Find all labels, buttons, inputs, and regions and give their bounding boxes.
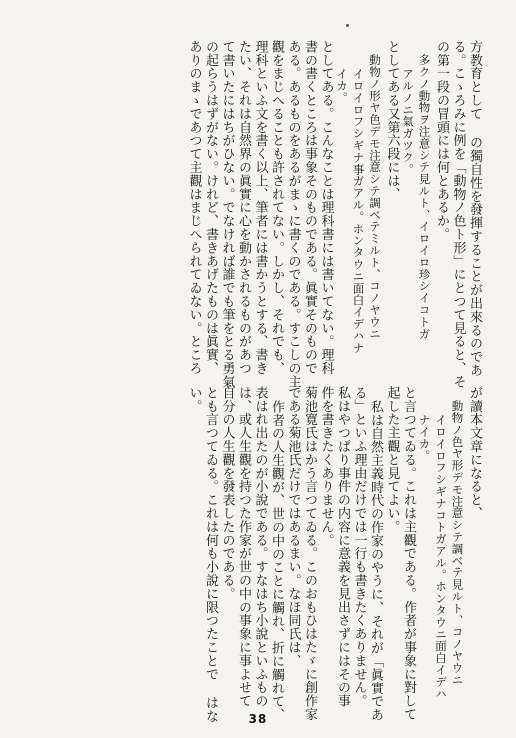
lower-text-line: ナイカ。 [417, 414, 432, 462]
upper-text-line: 動物ノ形ヤ色デモ注意シテ調ベテミルト、コノヤウニ [368, 54, 382, 340]
upper-text-line: アルノニ氣ガツク。 [401, 68, 415, 176]
lower-text-line: と言つてゐる。これは主觀である。作者が事象に對して [401, 386, 416, 721]
upper-text-line: 理科といふ文を書く以上、筆者には書かうとする、書き [252, 40, 268, 375]
upper-text-line: ありのまゝであつて主觀はまじへられてゐない。ところ [186, 40, 202, 375]
upper-text-line: イロイロフシギナ事ガアル。ホンタウニ面白イデハナ [351, 68, 366, 354]
upper-text-line: としてある。こんなことは理科書には書いてない。理科 [318, 40, 334, 375]
upper-text-line: 書の書くところは事象そのものである。眞實そのもので [302, 40, 317, 375]
lower-text-line: い。 [186, 386, 202, 413]
upper-text-line: としてある又第六段には、 [384, 40, 400, 201]
lower-text-line: る」といふ理由だけでは一行も書きたくありません。 [351, 386, 367, 708]
upper-text-line: て書いたにはちがひない。でなければ誰でも筆をとる勇氣 [219, 40, 235, 389]
upper-text-line: の第一段の冒頭には何とあるか。 [434, 40, 449, 241]
upper-text-line: る。こゝろみに例を「動物ノ色ト形」にとつて見ると、そ [450, 40, 466, 389]
ink-speck [346, 24, 349, 27]
lower-text-line: である菊池氏だけではあるまい。なほ同氏は、 [285, 386, 301, 668]
lower-text-line: 件を書きたくありません。 [318, 386, 334, 547]
lower-text-line: 自分の人生觀を發表したのである。 [219, 386, 235, 601]
upper-text-line: ある。あるものをあるがまゝに書くのである。すこしの主 [285, 40, 301, 389]
lower-text-line: とも言つてゐる。これは何も小說に限つたことで はな [203, 386, 218, 723]
lower-text-line: 菊池寛氏はかう言つてゐる。このおもひはたゞに創作家 [302, 386, 317, 721]
upper-text-block [17, 40, 482, 389]
lower-text-line: イロイロフシギナコトガアル。ホンタウニ面白イデハ [434, 414, 448, 700]
lower-text-line: 私は自然主義時代の作家のやうに、それが「眞實であ [368, 400, 383, 722]
upper-text-line: 觀をまじへることも許されてない。しかし、それでも、 [269, 40, 284, 375]
page-number: 38 [248, 712, 268, 726]
lower-text-line: 起した主觀と見てよい。 [384, 386, 400, 534]
upper-text-line: イカ。 [335, 68, 349, 104]
upper-text-line: たい、それは自然界の眞實に心を動かされるものがあつ [236, 40, 251, 375]
lower-text-line: 表はれ出たのが小說である。すなはち小說といふもの [252, 386, 268, 708]
upper-text-line: 方教育として の獨自性を發揮することが出來るのであ [467, 40, 482, 377]
upper-text-line: の起らうはずがない。けれど、書きあげたものは眞實、 [203, 40, 218, 375]
lower-text-line: が讀本文章になると、 [467, 386, 482, 520]
lower-text-line: は、或人生觀を持つた作家が世の中の事象に事よせて [236, 386, 251, 708]
lower-text-line: 動物ノ色ヤ形デモ注意シテ調ベテ見ルト、コノヤウニ [450, 400, 465, 686]
lower-text-line: 私はやつぱり事件の内容に意義を見出さずにはその事 [335, 386, 350, 708]
upper-text-line: 多クノ動物ヲ注意シテ見ルト、イロイロ珍シイコトガ [417, 54, 432, 340]
lower-text-line: 作者の人生觀が、世の中のことに觸れ、折に觸れて、 [269, 400, 284, 722]
